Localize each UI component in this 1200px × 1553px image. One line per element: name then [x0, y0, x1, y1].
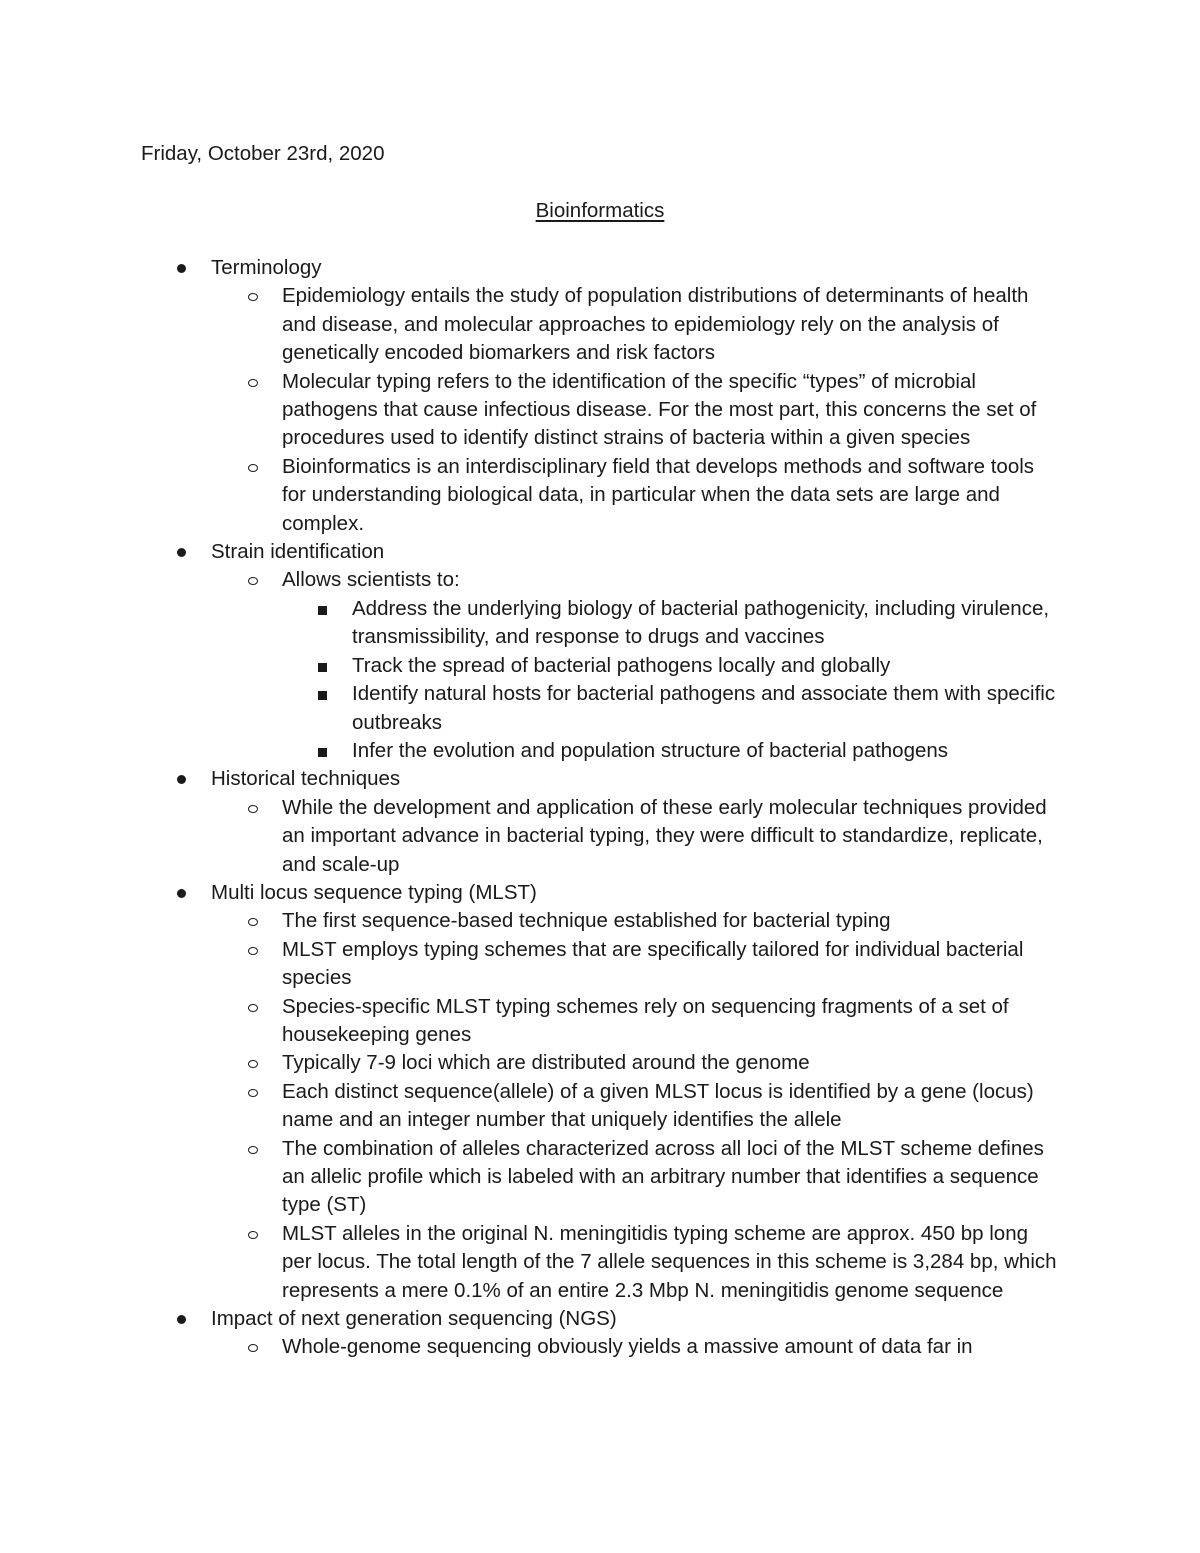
sub-list-item [0, 595, 1062, 652]
bullet-disc-icon [177, 548, 186, 557]
bullet-circle-icon [248, 464, 258, 472]
list-item-text: Typically 7-9 loci which are distributed around the genome [282, 1051, 810, 1075]
list-item-text: Epidemiology entails the study of population distributions of determinants of health and disease, and molecular approaches to epidemiology rely on the analysis of genetically encoded biomarkers and risk factors [282, 284, 1029, 365]
document-title: Bioinformatics [535, 199, 665, 222]
sub-list-item [0, 737, 1062, 765]
bullet-circle-icon [248, 1089, 258, 1097]
list-item [0, 1333, 1062, 1361]
section-heading-terminology [0, 254, 1061, 282]
list-item [0, 453, 1062, 538]
notes-outline [0, 254, 1200, 1362]
bullet-circle-icon [248, 1231, 258, 1239]
section-heading-text: Historical techniques [211, 767, 401, 791]
list-item [0, 1220, 1062, 1305]
list-item [0, 1049, 1062, 1077]
section-heading-strain-identification [0, 538, 1061, 566]
sub-list-item [0, 652, 1062, 680]
section-heading-historical-techniques [0, 765, 1061, 793]
list-item-text: The first sequence-based technique established for bacterial typing [282, 909, 891, 933]
bullet-circle-icon [248, 805, 258, 813]
list-item [0, 993, 1062, 1050]
bullet-disc-icon [177, 1315, 186, 1324]
sub-list-item-text: Identify natural hosts for bacterial pathogens and associate them with specific outbreaks [352, 682, 1056, 734]
sub-list-item [0, 680, 1062, 737]
section-heading-text: Impact of next generation sequencing (NGS) [211, 1307, 617, 1331]
bullet-square-icon [318, 748, 327, 757]
bullet-circle-icon [248, 1004, 258, 1012]
list-item [0, 1078, 1062, 1135]
bullet-square-icon [318, 691, 327, 700]
bullet-circle-icon [248, 1146, 258, 1154]
list-item-text: MLST alleles in the original N. meningitidis typing scheme are approx. 450 bp long per locus. The total length of the 7 allele sequences in this scheme is 3,284 bp, which represents a mere 0.1% of an entire 2.3 Mbp N. meningitidis genome sequence [282, 1221, 1057, 1302]
list-item [0, 794, 1062, 879]
list-item-text: Allows scientists to: [282, 568, 460, 592]
bullet-square-icon [318, 606, 327, 615]
list-item-text: Species-specific MLST typing schemes rely on sequencing fragments of a set of housekeeping genes [282, 994, 1009, 1046]
list-item [0, 566, 1062, 594]
section-heading-ngs [0, 1305, 1061, 1333]
list-item-text: Each distinct sequence(allele) of a given MLST locus is identified by a gene (locus) name and an integer number that uniquely identifies the allele [282, 1079, 1034, 1132]
list-item [0, 936, 1062, 993]
section-heading-text: Strain identification [211, 540, 385, 564]
list-item [0, 368, 1062, 453]
bullet-circle-icon [248, 379, 258, 387]
list-item-text: The combination of alleles characterized across all loci of the MLST scheme defines an allelic profile which is labeled with an arbitrary number that identifies a sequence type (ST) [282, 1136, 1044, 1217]
bullet-circle-icon [248, 1344, 258, 1352]
bullet-disc-icon [177, 264, 186, 273]
sub-list-item-text: Infer the evolution and population structure of bacterial pathogens [352, 738, 949, 762]
list-item-text: Bioinformatics is an interdisciplinary field that develops methods and software tools for understanding biological data, in particular when the data sets are large and complex. [282, 454, 1035, 535]
section-heading-mlst [0, 879, 1061, 907]
sub-list-item-text: Track the spread of bacterial pathogens locally and globally [352, 653, 891, 677]
list-item-text: MLST employs typing schemes that are specifically tailored for individual bacterial species [282, 937, 1024, 990]
list-item-text: Whole-genome sequencing obviously yields a massive amount of data far in [282, 1335, 973, 1359]
bullet-square-icon [318, 663, 327, 672]
bullet-disc-icon [177, 775, 186, 784]
bullet-disc-icon [177, 889, 186, 898]
bullet-circle-icon [248, 1060, 258, 1068]
document-date: Friday, October 23rd, 2020 [141, 142, 385, 165]
bullet-circle-icon [248, 947, 258, 955]
list-item [0, 282, 1062, 367]
sub-list-item-text: Address the underlying biology of bacterial pathogenicity, including virulence, transmissibility, and response to drugs and vaccines [352, 596, 1050, 649]
list-item-text: Molecular typing refers to the identification of the specific “types” of microbial pathogens that cause infectious disease. For the most part, this concerns the set of procedures used to identify distinct strains of bacteria within a given species [282, 369, 1037, 450]
section-heading-text: Terminology [211, 256, 322, 279]
bullet-circle-icon [248, 577, 258, 585]
bullet-circle-icon [248, 293, 258, 301]
list-item [0, 907, 1062, 935]
section-heading-text: Multi locus sequence typing (MLST) [211, 880, 537, 904]
list-item-text: While the development and application of these early molecular techniques provided an important advance in bacterial typing, they were difficult to standardize, replicate, and scale-up [282, 795, 1047, 876]
bullet-circle-icon [248, 918, 258, 926]
list-item [0, 1135, 1062, 1220]
